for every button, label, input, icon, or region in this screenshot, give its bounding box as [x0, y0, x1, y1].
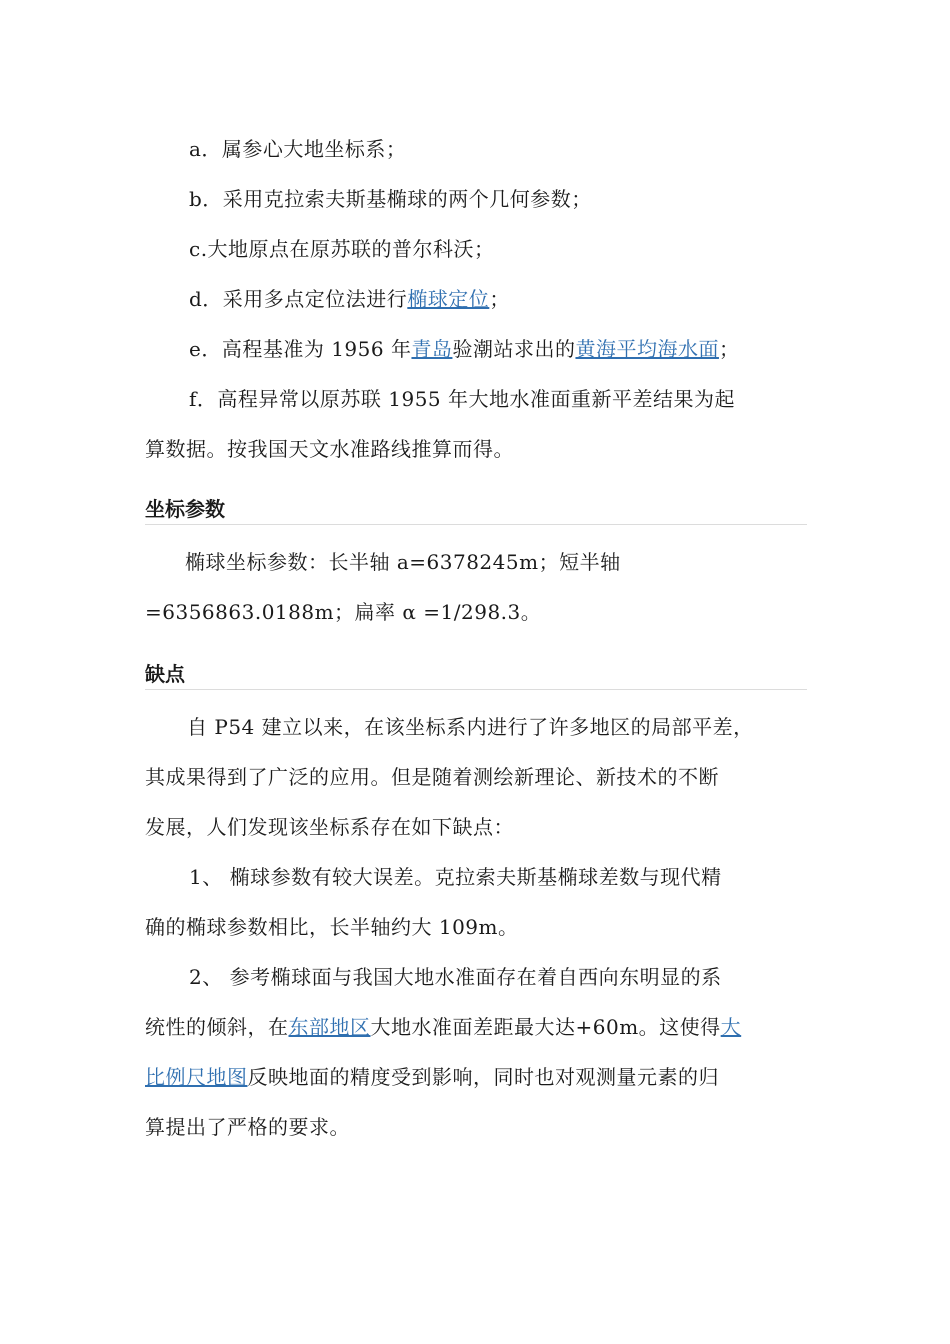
large-scale-map-link-start[interactable]: 大: [720, 1015, 742, 1039]
feature-d-text: d．采用多点定位法进行: [189, 287, 408, 311]
feature-f-line2: 算数据。按我国天文水准路线推算而得。: [145, 437, 514, 461]
defects-intro-line2: 其成果得到了广泛的应用。但是随着测绘新理论、新技术的不断: [145, 765, 719, 789]
params-line1: 椭球坐标参数：长半轴 a=6378245m；短半轴: [185, 550, 621, 574]
params-line2: =6356863.0188m；扁率 α =1/298.3。: [145, 600, 542, 624]
feature-a: a．属参心大地坐标系；: [189, 137, 407, 161]
defect-item2-line1: 2、 参考椭球面与我国大地水准面存在着自西向东明显的系: [189, 965, 722, 989]
defect-item2-line3: [145, 1052, 807, 1102]
defects-heading: 缺点: [145, 659, 807, 690]
feature-f-line1: f．高程异常以原苏联 1955 年大地水准面重新平差结果为起: [189, 387, 736, 411]
feature-b: b．采用克拉索夫斯基椭球的两个几何参数；: [189, 187, 592, 211]
defect-item2-mid: 大地水准面差距最大达+60m。这使得: [370, 1015, 721, 1039]
yellow-sea-mean-level-link[interactable]: 黄海平均海水面: [575, 337, 719, 361]
defect-item1-line2: 确的椭球参数相比，长半轴约大 109m。: [145, 915, 519, 939]
defect-item2-line2: [145, 1002, 807, 1052]
defect-item2-text: 统性的倾斜，在: [145, 1015, 289, 1039]
eastern-region-link[interactable]: 东部地区: [288, 1015, 371, 1039]
qingdao-link[interactable]: 青岛: [411, 337, 453, 361]
params-heading: 坐标参数: [145, 494, 807, 525]
document-content: [145, 124, 807, 1152]
defect-item2-line4: 算提出了严格的要求。: [145, 1115, 350, 1139]
feature-e: [145, 324, 807, 374]
feature-e-mid: 验潮站求出的: [452, 337, 576, 361]
defects-intro-line3: 发展，人们发现该坐标系存在如下缺点：: [145, 815, 514, 839]
feature-c: c.大地原点在原苏联的普尔科沃；: [189, 237, 495, 261]
feature-d-end: ；: [489, 287, 510, 311]
ellipsoid-positioning-link[interactable]: 椭球定位: [407, 287, 490, 311]
defect-item1-line1: 1、 椭球参数有较大误差。克拉索夫斯基椭球差数与现代精: [189, 865, 722, 889]
large-scale-map-link[interactable]: 比例尺地图: [145, 1065, 248, 1089]
feature-e-text: e．高程基准为 1956 年: [189, 337, 412, 361]
defect-item2-line3-text: 反映地面的精度受到影响，同时也对观测量元素的归: [247, 1065, 719, 1089]
feature-e-end: ；: [718, 337, 740, 361]
feature-d: [145, 274, 807, 324]
defects-intro-line1: 自 P54 建立以来，在该坐标系内进行了许多地区的局部平差，: [187, 715, 754, 739]
